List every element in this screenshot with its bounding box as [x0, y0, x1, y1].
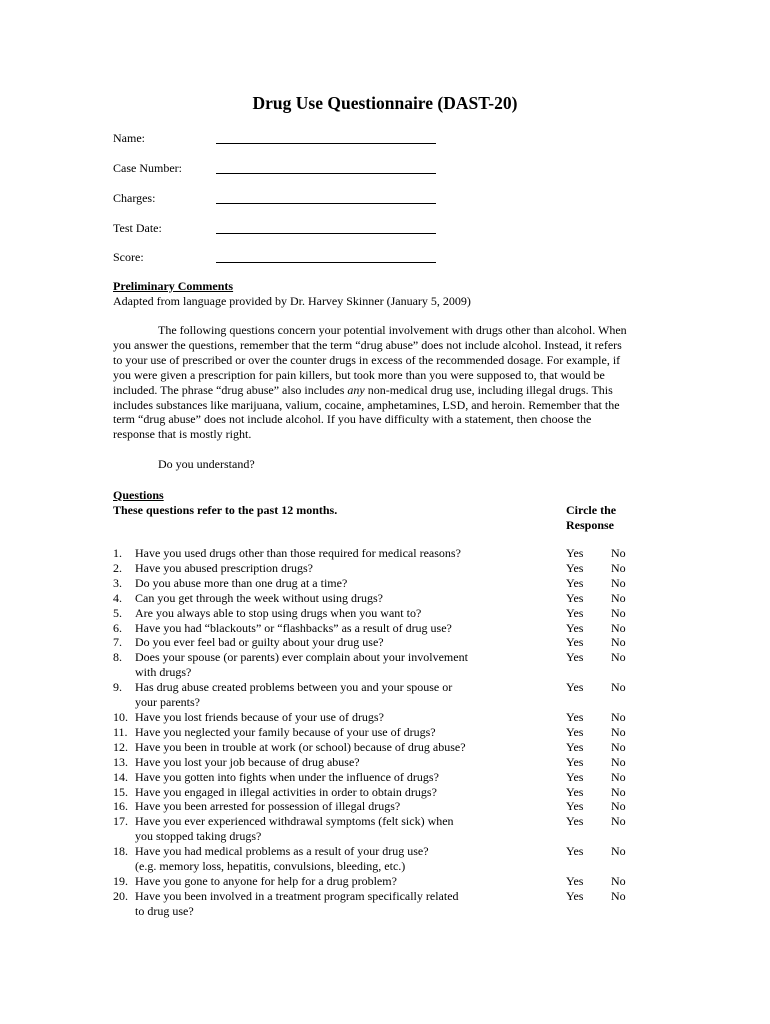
answer-yes-option[interactable]: Yes [566, 590, 584, 605]
question-number: 20. [113, 888, 128, 903]
answer-yes-option[interactable]: Yes [566, 844, 584, 859]
answer-no-option[interactable]: No [611, 769, 626, 784]
answer-yes-option[interactable]: Yes [566, 546, 584, 560]
question-row [113, 770, 673, 785]
question-row [113, 591, 673, 606]
question-number: 5. [113, 605, 122, 620]
question-number: 19. [113, 873, 128, 888]
answer-no-option[interactable]: No [611, 739, 626, 754]
circle-response-heading [566, 503, 656, 533]
instructions-paragraph [113, 323, 658, 442]
name-label: Name: [113, 131, 145, 145]
answer-yes-option[interactable]: Yes [566, 814, 584, 829]
question-row [113, 785, 673, 800]
question-row [113, 680, 673, 710]
question-text [135, 740, 505, 755]
question-number: 14. [113, 769, 128, 784]
answer-no-option[interactable]: No [611, 650, 626, 665]
question-number: 6. [113, 620, 122, 635]
questions-intro: These questions refer to the past 12 months. [113, 503, 338, 517]
question-row [113, 561, 673, 576]
question-text [135, 725, 505, 740]
question-number: 17. [113, 814, 128, 829]
question-text [135, 680, 505, 710]
question-row [113, 621, 673, 636]
question-number: 8. [113, 650, 122, 665]
question-row [113, 606, 673, 621]
circle-heading-line2: Response [566, 518, 615, 532]
question-text-line: with drugs? [135, 665, 192, 680]
question-row [113, 889, 673, 919]
question-row [113, 874, 673, 889]
question-text [135, 561, 505, 576]
answer-no-option[interactable]: No [611, 754, 626, 769]
question-text [135, 814, 505, 844]
question-row [113, 635, 673, 650]
question-number: 15. [113, 784, 128, 799]
question-text-line: your parents? [135, 695, 200, 710]
question-text-line: Have you lost your job because of drug abuse? [135, 754, 360, 769]
question-number: 13. [113, 754, 128, 769]
question-row [113, 844, 673, 874]
answer-yes-option[interactable]: Yes [566, 769, 584, 784]
question-text-line: Can you get through the week without using drugs? [135, 590, 383, 605]
answer-no-option[interactable]: No [611, 844, 626, 859]
question-text [135, 621, 505, 636]
question-row [113, 814, 673, 844]
answer-yes-option[interactable]: Yes [566, 635, 584, 650]
question-text [135, 844, 505, 874]
answer-yes-option[interactable]: Yes [566, 605, 584, 620]
question-row [113, 576, 673, 591]
charges-input-line[interactable] [216, 203, 436, 204]
preliminary-heading: Preliminary Comments [113, 279, 234, 293]
paragraph-line: you answer the questions, remember that the term “drug abuse” does not include alcohol. Instead, it refers [113, 337, 622, 352]
question-text-line: (e.g. memory loss, hepatitis, convulsions, bleeding, etc.) [135, 859, 406, 874]
question-text [135, 799, 505, 814]
question-text [135, 785, 505, 800]
question-text [135, 874, 505, 889]
answer-no-option[interactable]: No [611, 546, 626, 560]
question-text [135, 710, 505, 725]
question-text-line: Have you had medical problems as a result of your drug use? [135, 844, 429, 859]
question-text [135, 546, 505, 561]
case-number-input-line[interactable] [216, 173, 436, 174]
test-date-input-line[interactable] [216, 233, 436, 234]
question-number: 9. [113, 680, 122, 695]
paragraph-line: you were given a prescription for pain killers, but took more than you were supposed to, that would be [113, 367, 605, 382]
paragraph-line: included. The phrase “drug abuse” also includes any non-medical drug use, including illegal drugs. This [113, 382, 613, 397]
question-text-line: Have you gotten into fights when under the influence of drugs? [135, 769, 439, 784]
question-number: 1. [113, 546, 122, 560]
question-number: 2. [113, 560, 122, 575]
question-row [113, 740, 673, 755]
answer-yes-option[interactable]: Yes [566, 650, 584, 665]
charges-field [113, 190, 443, 206]
answer-yes-option[interactable]: Yes [566, 575, 584, 590]
question-text-line: Have you abused prescription drugs? [135, 560, 313, 575]
question-text-line: Have you been arrested for possession of illegal drugs? [135, 799, 401, 814]
question-text-line: Have you engaged in illegal activities in order to obtain drugs? [135, 784, 437, 799]
answer-no-option[interactable]: No [611, 560, 626, 575]
answer-no-option[interactable]: No [611, 575, 626, 590]
test-date-label: Test Date: [113, 221, 162, 235]
circle-heading-line1: Circle the [566, 503, 617, 517]
answer-no-option[interactable]: No [611, 680, 626, 695]
question-number: 16. [113, 799, 128, 814]
answer-no-option[interactable]: No [611, 590, 626, 605]
answer-yes-option[interactable]: Yes [566, 784, 584, 799]
understand-prompt: Do you understand? [158, 457, 255, 471]
score-input-line[interactable] [216, 262, 436, 263]
answer-no-option[interactable]: No [611, 635, 626, 650]
answer-yes-option[interactable]: Yes [566, 873, 584, 888]
question-text-line: Have you lost friends because of your use of drugs? [135, 709, 384, 724]
question-text-line: Are you always able to stop using drugs when you want to? [135, 605, 422, 620]
question-text-line: Have you gone to anyone for help for a drug problem? [135, 873, 397, 888]
answer-yes-option[interactable]: Yes [566, 754, 584, 769]
name-input-line[interactable] [216, 143, 436, 144]
paragraph-line: term “drug abuse” does not include alcohol. If you have difficulty with a statement, then choose the [113, 412, 592, 427]
answer-no-option[interactable]: No [611, 784, 626, 799]
question-text-line: you stopped taking drugs? [135, 829, 262, 844]
answer-yes-option[interactable]: Yes [566, 709, 584, 724]
questions-heading: Questions [113, 488, 164, 502]
case-number-label: Case Number: [113, 161, 182, 175]
question-text-line: Do you ever feel bad or guilty about your drug use? [135, 635, 384, 650]
page-title: Drug Use Questionnaire (DAST-20) [252, 93, 518, 113]
paragraph-line: to your use of prescribed or over the counter drugs in excess of the recommended dosage. For example, if [113, 352, 621, 367]
question-row [113, 546, 673, 561]
answer-no-option[interactable]: No [611, 605, 626, 620]
question-text [135, 576, 505, 591]
charges-label: Charges: [113, 191, 156, 205]
question-number: 18. [113, 844, 128, 859]
question-list [113, 546, 673, 919]
question-row [113, 710, 673, 725]
paragraph-line: response that is mostly right. [113, 427, 252, 442]
question-number: 7. [113, 635, 122, 650]
question-text [135, 755, 505, 770]
answer-no-option[interactable]: No [611, 814, 626, 829]
question-text-line: Have you had “blackouts” or “flashbacks” as a result of drug use? [135, 620, 452, 635]
question-text-line: Have you been in trouble at work (or school) because of drug abuse? [135, 739, 466, 754]
answer-yes-option[interactable]: Yes [566, 799, 584, 814]
answer-no-option[interactable]: No [611, 873, 626, 888]
preliminary-subtitle: Adapted from language provided by Dr. Harvey Skinner (January 5, 2009) [113, 294, 471, 308]
question-text [135, 635, 505, 650]
question-text-line: Do you abuse more than one drug at a time? [135, 575, 348, 590]
question-row [113, 725, 673, 740]
question-number: 11. [113, 724, 128, 739]
question-text [135, 650, 505, 680]
question-text-line: Does your spouse (or parents) ever complain about your involvement [135, 650, 468, 665]
test-date-field [113, 220, 443, 236]
score-label: Score: [113, 250, 144, 264]
answer-yes-option[interactable]: Yes [566, 680, 584, 695]
name-field [113, 130, 443, 146]
paragraph-line: includes substances like marijuana, valium, cocaine, amphetamines, LSD, and heroin. Remember that the [113, 397, 620, 412]
answer-yes-option[interactable]: Yes [566, 724, 584, 739]
question-number: 4. [113, 590, 122, 605]
answer-yes-option[interactable]: Yes [566, 739, 584, 754]
question-text-line: to drug use? [135, 903, 194, 918]
question-number: 10. [113, 709, 128, 724]
answer-yes-option[interactable]: Yes [566, 620, 584, 635]
answer-no-option[interactable]: No [611, 888, 626, 903]
emphasis-any: any [347, 382, 365, 397]
answer-no-option[interactable]: No [611, 724, 626, 739]
question-text-line: Have you neglected your family because of your use of drugs? [135, 724, 436, 739]
question-text [135, 606, 505, 621]
question-number: 3. [113, 575, 122, 590]
question-text-line: Have you been involved in a treatment program specifically related [135, 888, 459, 903]
question-text [135, 770, 505, 785]
paragraph-line: The following questions concern your potential involvement with drugs other than alcohol. When [158, 323, 627, 337]
case-number-field [113, 160, 443, 176]
answer-no-option[interactable]: No [611, 620, 626, 635]
question-row [113, 755, 673, 770]
answer-no-option[interactable]: No [611, 709, 626, 724]
question-text [135, 591, 505, 606]
question-text-line: Have you used drugs other than those required for medical reasons? [135, 546, 461, 560]
question-text-line: Has drug abuse created problems between you and your spouse or [135, 680, 453, 695]
answer-yes-option[interactable]: Yes [566, 888, 584, 903]
answer-no-option[interactable]: No [611, 799, 626, 814]
question-row [113, 650, 673, 680]
question-number: 12. [113, 739, 128, 754]
answer-yes-option[interactable]: Yes [566, 560, 584, 575]
question-row [113, 799, 673, 814]
score-field [113, 249, 443, 265]
question-text [135, 889, 505, 919]
question-text-line: Have you ever experienced withdrawal symptoms (felt sick) when [135, 814, 454, 829]
